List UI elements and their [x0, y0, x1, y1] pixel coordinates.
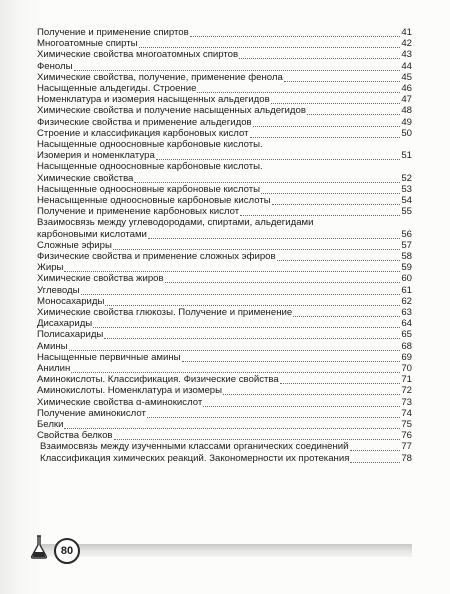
- dot-leader: [134, 174, 400, 183]
- toc-entry-page: 69: [401, 351, 412, 363]
- dot-leader: [272, 196, 401, 205]
- dot-leader: [190, 28, 401, 37]
- toc-entry-page: 78: [401, 452, 412, 464]
- dot-leader: [240, 207, 400, 216]
- dot-leader: [271, 95, 401, 104]
- dot-leader: [307, 106, 400, 115]
- toc-entry-title: Физические свойства и применение альдегидов: [37, 116, 252, 128]
- toc-entry-title: Насыщенные одноосновные карбоновые кислоты.: [37, 161, 263, 173]
- dot-leader: [113, 241, 400, 250]
- dot-leader: [293, 308, 400, 317]
- dot-leader: [74, 62, 401, 71]
- toc-entry-page: 48: [401, 105, 412, 117]
- toc-entry-title: Взаимосвязь между углеводородами, спиртами, альдегидами: [37, 217, 314, 229]
- toc-entry-page: 77: [401, 441, 412, 453]
- toc-entry-page: 72: [401, 385, 412, 397]
- toc-entry-title: Изомерия и номенклатура: [37, 150, 155, 162]
- toc-entry-title: Фенолы: [37, 60, 73, 72]
- page-number: 80: [54, 538, 80, 564]
- dot-leader: [64, 263, 400, 272]
- dot-leader: [105, 297, 400, 306]
- toc-entry-page: 64: [401, 318, 412, 330]
- toc-entry-title: Получение и применение карбоновых кислот: [37, 206, 240, 218]
- page-footer: [0, 534, 450, 564]
- toc-entry-page: 75: [401, 419, 412, 430]
- toc-entry-title: Химические свойства: [37, 172, 134, 184]
- dot-leader: [71, 364, 400, 373]
- toc-entry-page: 63: [401, 307, 412, 318]
- toc-entry-title: Аминокислоты. Классификация. Физические свойства: [37, 374, 279, 386]
- toc-entry-page: 65: [401, 329, 412, 341]
- dot-leader: [197, 84, 400, 93]
- toc-entry-page: 71: [401, 374, 412, 386]
- toc-entry-page: 62: [401, 295, 412, 307]
- toc-entry-title: Классификация химических реакций. Закономерности их протекания: [40, 452, 350, 464]
- toc-entry-title: Насыщенные одноосновные карбоновые кислоты: [37, 183, 260, 195]
- toc-entry-page: 57: [401, 239, 412, 251]
- dot-leader: [223, 386, 400, 395]
- toc-entry-page: 42: [401, 38, 412, 50]
- toc-entry-title: Химические свойства и получение насыщенных альдегидов: [37, 105, 306, 117]
- toc-entry-title: Дисахариды: [37, 318, 93, 330]
- dot-leader: [104, 330, 400, 339]
- toc-entry-page: 55: [401, 206, 412, 218]
- toc-entry-title: Свойства белков: [37, 430, 113, 442]
- dot-leader: [261, 185, 400, 194]
- dot-leader: [250, 129, 401, 138]
- dot-leader: [81, 286, 401, 295]
- dot-leader: [182, 353, 401, 362]
- toc-entry-title: Химические свойства глюкозы. Получение и применение: [37, 307, 293, 318]
- toc-entry-title: Моносахариды: [37, 295, 105, 307]
- dot-leader: [280, 375, 401, 384]
- toc-entry-page: 76: [401, 430, 412, 442]
- toc-entry-page: 52: [401, 172, 412, 184]
- toc-entry-page: 41: [401, 27, 412, 38]
- toc-entry-page: 68: [401, 340, 412, 352]
- toc-entry-title: Химические свойства, получение, применение фенола: [37, 71, 283, 83]
- dot-leader: [253, 118, 401, 127]
- toc-entry-page: 50: [401, 127, 412, 139]
- dot-leader: [93, 319, 400, 328]
- dot-leader: [350, 442, 401, 451]
- toc-entry-page: 61: [401, 284, 412, 296]
- toc-entry-title: Насыщенные первичные амины: [37, 351, 181, 363]
- toc-entry-page: 58: [401, 251, 412, 262]
- toc-entry-title: Насыщенные альдегиды. Строение: [37, 83, 197, 94]
- dot-leader: [284, 73, 401, 82]
- toc-entry-title: карбоновыми кислотами: [37, 228, 147, 240]
- flask-icon: [30, 534, 48, 560]
- toc-entry-title: Физические свойства и применение сложных эфиров: [37, 251, 276, 262]
- toc-entry-page: 74: [401, 407, 412, 419]
- toc-entry-title: Анилин: [37, 363, 71, 374]
- dot-leader: [277, 252, 401, 261]
- dot-leader: [114, 431, 401, 440]
- toc-entry-page: 51: [401, 150, 412, 162]
- toc-entry-title: Получение аминокислот: [37, 407, 146, 419]
- toc-entry-page: 49: [401, 116, 412, 128]
- dot-leader: [203, 398, 400, 407]
- toc-entry-title: Химические свойства многоатомных спиртов: [37, 49, 239, 61]
- dot-leader: [239, 50, 400, 59]
- dot-leader: [139, 39, 401, 48]
- toc-entry-title: Белки: [37, 419, 64, 430]
- toc-entry-page: 54: [401, 195, 412, 206]
- toc-entry-page: 53: [401, 183, 412, 195]
- toc-entry-page: 46: [401, 83, 412, 94]
- dot-leader: [64, 420, 400, 429]
- toc-entry-page: 59: [401, 262, 412, 274]
- toc-entry-title: Полисахариды: [37, 329, 104, 341]
- toc-entry-title: Ненасыщенные одноосновные карбоновые кислоты: [37, 195, 271, 206]
- toc-entry-page: 43: [401, 49, 412, 61]
- toc-entry-page: 60: [401, 273, 412, 285]
- toc-entry-page: 44: [401, 60, 412, 72]
- toc-entry-page: 45: [401, 71, 412, 83]
- toc-entry-page: 73: [401, 396, 412, 408]
- toc-entry-title: Сложные эфиры: [37, 239, 112, 251]
- toc-entry-title: Аминокислоты. Номенклатура и изомеры: [37, 385, 223, 397]
- toc-entry-page: 56: [401, 228, 412, 240]
- dot-leader: [156, 151, 401, 160]
- toc-entry-title: Химические свойства α-аминокислот: [37, 396, 203, 408]
- toc-entry-title: Строение и классификация карбоновых кислот: [37, 127, 249, 139]
- dot-leader: [148, 230, 400, 239]
- toc-entry-title: Многоатомные спирты: [37, 38, 138, 50]
- toc-entry-title: Получение и применение спиртов: [37, 27, 189, 38]
- toc-entry-title: Насыщенные одноосновные карбоновые кислоты.: [37, 139, 263, 150]
- toc-entry-title: Углеводы: [37, 284, 80, 296]
- dot-leader: [350, 454, 400, 463]
- toc-entry-title: Взаимосвязь между изученными классами органических соединений: [40, 441, 349, 453]
- toc-entry-page: 47: [401, 94, 412, 106]
- dot-leader: [165, 274, 401, 283]
- toc-entry-title: Номенклатура и изомерия насыщенных альдегидов: [37, 94, 270, 106]
- toc-entry-title: Амины: [37, 340, 68, 352]
- dot-leader: [147, 409, 400, 418]
- toc-entry-page: 70: [401, 363, 412, 374]
- toc-entry-title: Жиры: [37, 262, 64, 274]
- dot-leader: [69, 342, 401, 351]
- footer-band: [40, 544, 412, 557]
- toc-entry-title: Химические свойства жиров: [37, 273, 164, 285]
